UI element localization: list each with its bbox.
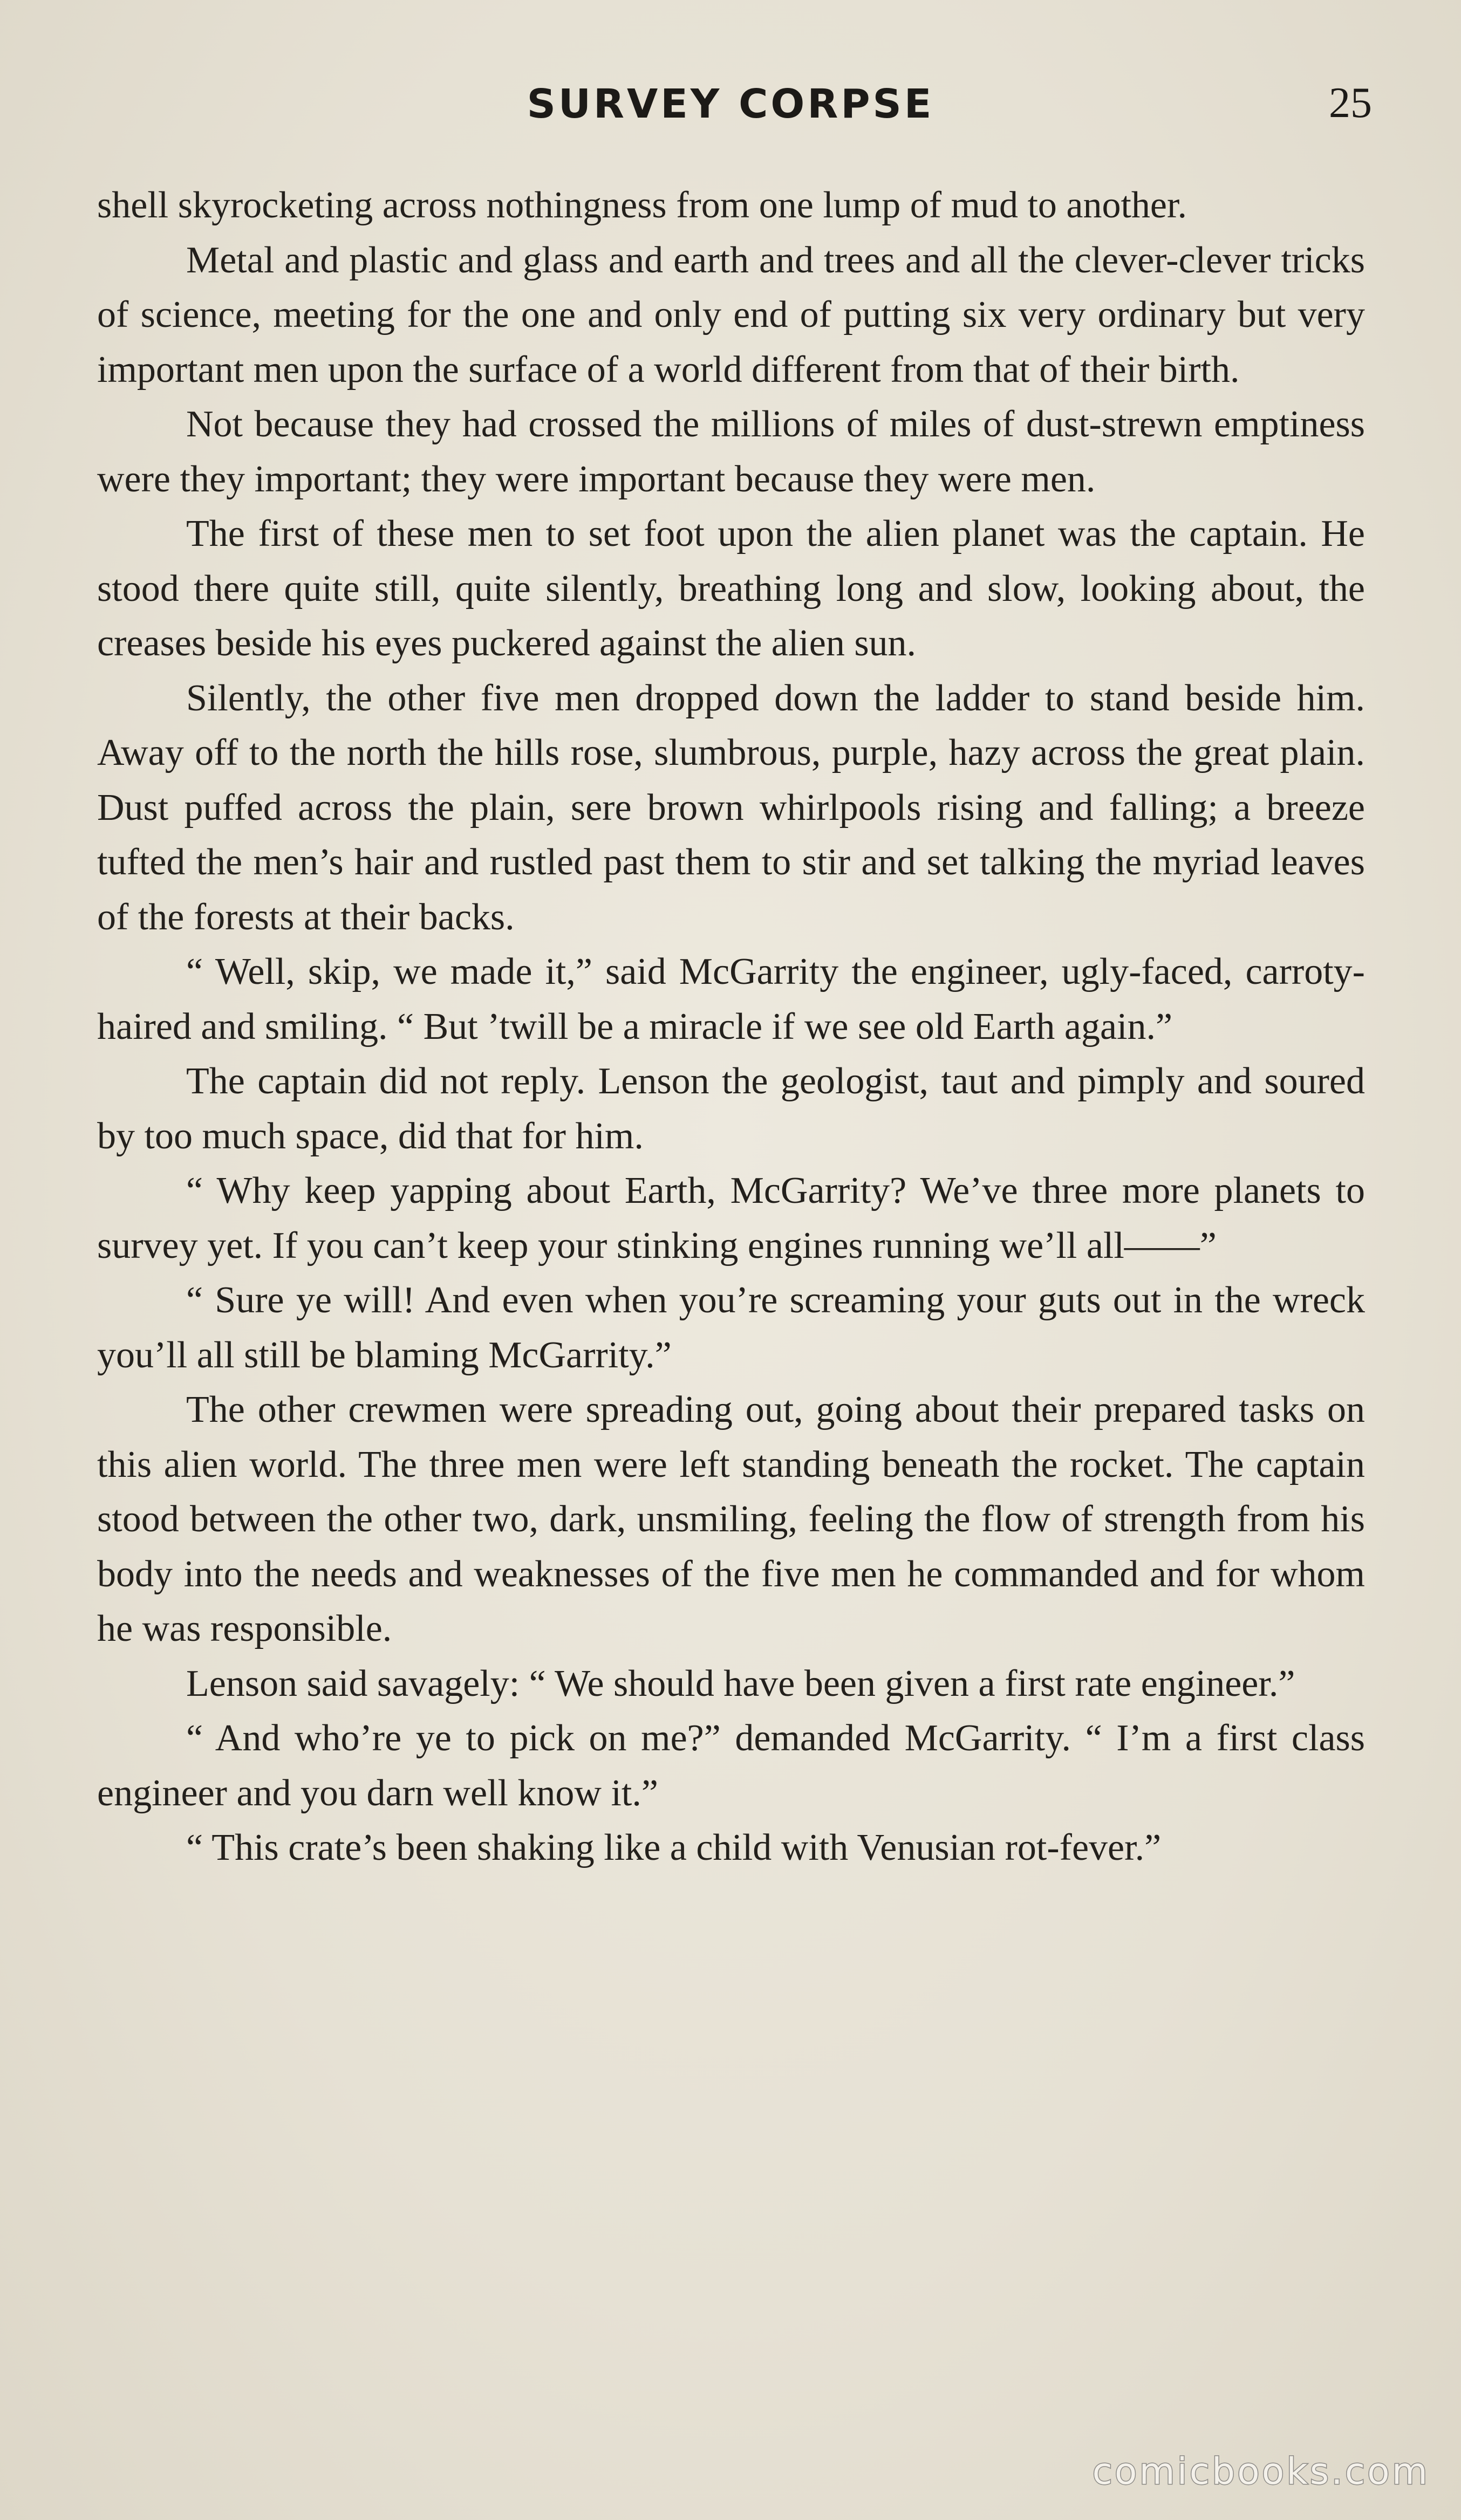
paragraph: The captain did not reply. Lenson the geologist, taut and pimply and soured by too much space, did that for him. [97, 1060, 1365, 1157]
paragraph: Metal and plastic and glass and earth and trees and all the clever-clever tricks of science, meeting for the one and only end of putting six very ordinary but very important men upon the surface of a world different from that of their birth. [97, 239, 1365, 391]
watermark: comicbooks.com [1092, 2450, 1430, 2493]
paragraph: “ And who’re ye to pick on me?” demanded McGarrity. “ I’m a first class engineer and you darn well know it.” [97, 1717, 1365, 1814]
paragraph: “ Why keep yapping about Earth, McGarrity? We’ve three more planets to survey yet. If you can’t keep your stinking engines running we’ll all——” [97, 1170, 1365, 1266]
paragraph: “ Sure ye will! And even when you’re screaming your guts out in the wreck you’ll all still be blaming McGarrity.” [97, 1279, 1365, 1376]
paragraph: shell skyrocketing across nothingness from one lump of mud to another. [97, 184, 1187, 226]
page-number: 25 [1329, 79, 1372, 127]
body-text [97, 178, 1365, 1875]
paragraph: Lenson said savagely: “ We should have been given a first rate engineer.” [186, 1662, 1295, 1704]
paragraph: Not because they had crossed the millions of miles of dust-strewn emptiness were they important; they were important because they were men. [97, 403, 1365, 500]
paragraph: The other crewmen were spreading out, going about their prepared tasks on this alien world. The three men were left standing beneath the rocket. The captain stood between the other two, dark, unsmiling, feeling the flow of strength from his body into the needs and weaknesses of the five men he commanded and for whom he was responsible. [97, 1389, 1365, 1649]
running-title: SURVEY CORPSE [527, 81, 934, 127]
page-header [97, 79, 1372, 135]
paragraph: “ Well, skip, we made it,” said McGarrity the engineer, ugly-faced, carroty-haired and smiling. “ But ’twill be a miracle if we see old Earth again.” [97, 951, 1365, 1047]
paragraph: Silently, the other five men dropped down the ladder to stand beside him. Away off to the north the hills rose, slumbrous, purple, hazy across the great plain. Dust puffed across the plain, sere brown whirlpools rising and falling; a breeze tufted the men’s hair and rustled past them to stir and set talking the myriad leaves of the forests at their backs. [97, 677, 1365, 938]
paragraph: “ This crate’s been shaking like a child with Venusian rot-fever.” [186, 1827, 1162, 1868]
paragraph: The first of these men to set foot upon the alien planet was the captain. He stood there quite still, quite silently, breathing long and slow, looking about, the creases beside his eyes puckered against the alien sun. [97, 513, 1365, 664]
